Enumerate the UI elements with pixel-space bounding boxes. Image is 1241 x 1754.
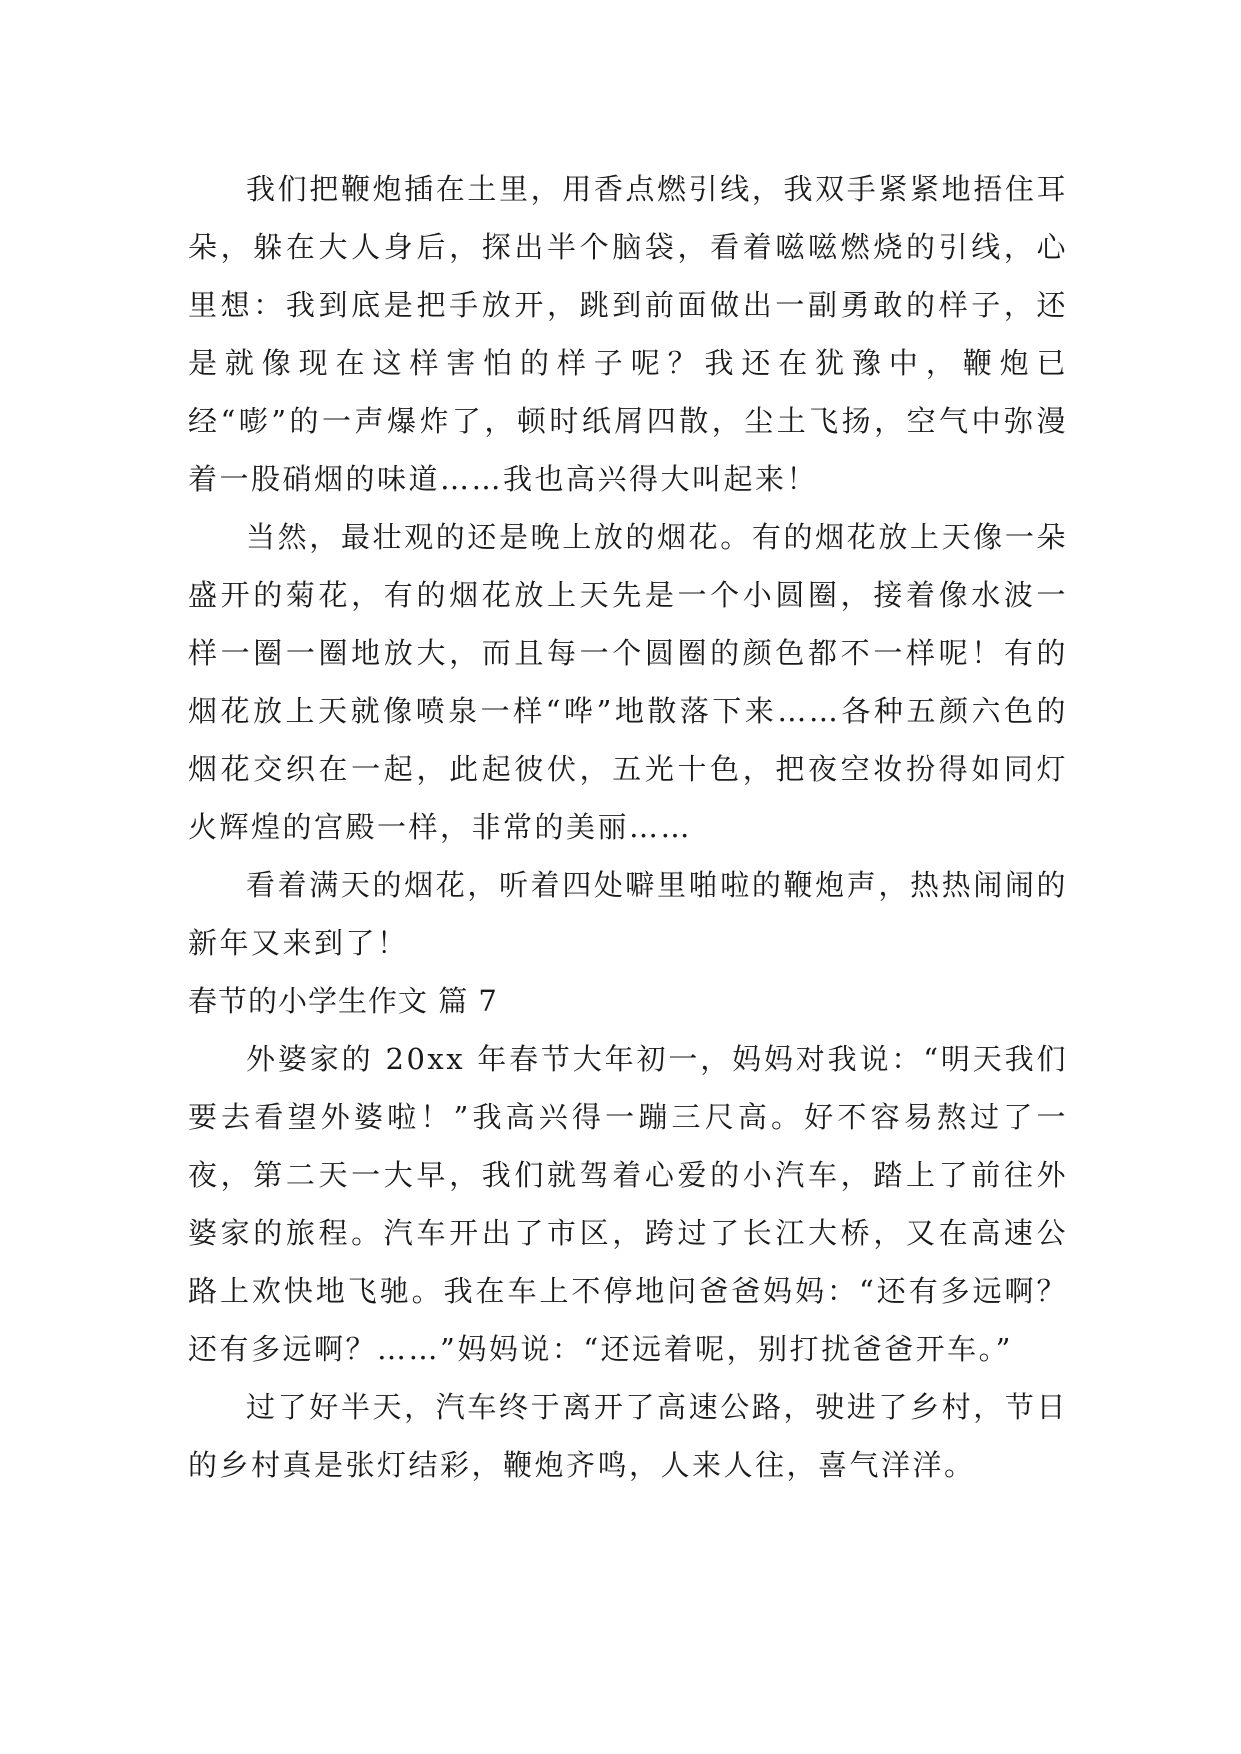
- paragraph-village: 过了好半天，汽车终于离开了高速公路，驶进了乡村，节日的乡村真是张灯结彩，鞭炮齐鸣，人来人往，喜气洋洋。: [188, 1390, 1068, 1482]
- paragraph-fireworks: 当然，最壮观的还是晚上放的烟花。有的烟花放上天像一朵盛开的菊花，有的烟花放上天先是一个小圆圈，接着像水波一样一圈一圈地放大，而且每一个圆圈的颜色都不一样呢！有的烟花放上天就像喷泉一样“哗”地散落下来……各种五颜六色的烟花交织在一起，此起彼伏，五光十色，把夜空妆扮得如同灯火辉煌的宫殿一样，非常的美丽……: [188, 520, 1068, 844]
- paragraph-new-year: 看着满天的烟花，听着四处噼里啪啦的鞭炮声，热热闹闹的新年又来到了！: [188, 868, 1068, 960]
- paragraph-grandma-trip: 外婆家的 20xx 年春节大年初一，妈妈对我说：“明天我们要去看望外婆啦！”我高兴得一蹦三尺高。好不容易熬过了一夜，第二天一大早，我们就驾着心爱的小汽车，踏上了前往外婆家的旅程。汽车开出了市区，跨过了长江大桥，又在高速公路上欢快地飞驰。我在车上不停地问爸爸妈妈：“还有多远啊？还有多远啊？……”妈妈说：“还远着呢，别打扰爸爸开车。”: [188, 1042, 1068, 1366]
- document-body: [188, 160, 1068, 1494]
- paragraph-firecrackers: 我们把鞭炮插在土里，用香点燃引线，我双手紧紧地捂住耳朵，躲在大人身后，探出半个脑袋，看着嗞嗞燃烧的引线，心里想：我到底是把手放开，跳到前面做出一副勇敢的样子，还是就像现在这样害怕的样子呢？我还在犹豫中，鞭炮已经“嘭”的一声爆炸了，顿时纸屑四散，尘土飞扬，空气中弥漫着一股硝烟的味道……我也高兴得大叫起来！: [188, 172, 1068, 496]
- section-heading: 春节的小学生作文 篇 7: [188, 984, 498, 1018]
